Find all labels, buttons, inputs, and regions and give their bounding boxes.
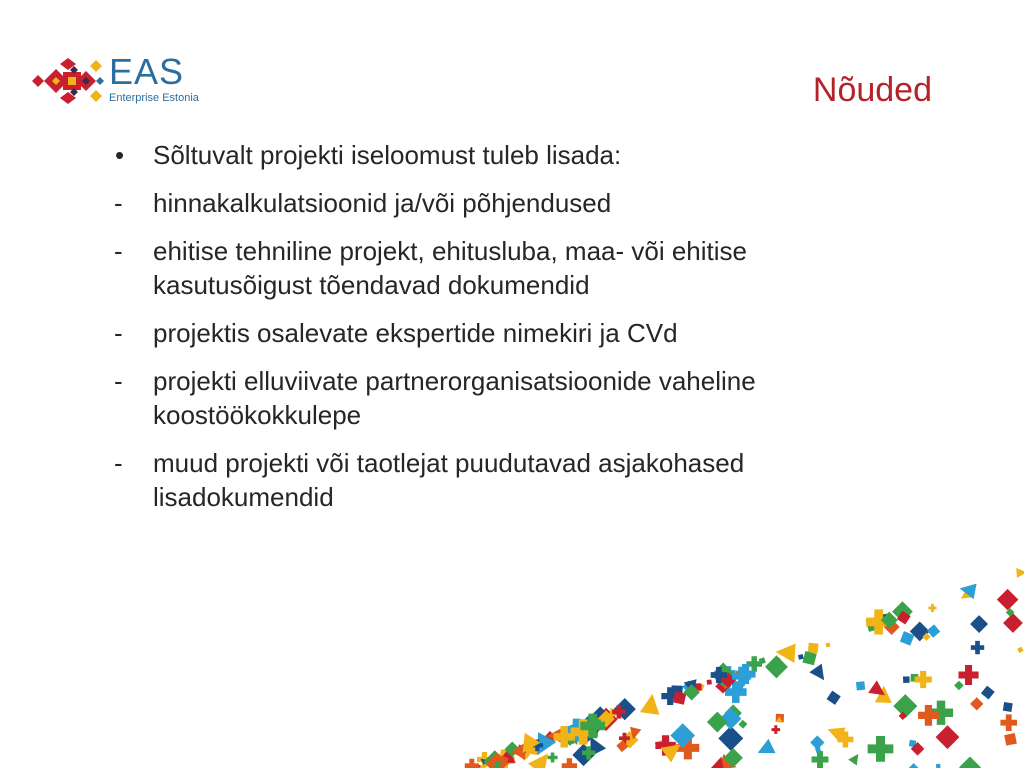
decor-shape (815, 747, 821, 753)
decor-shape (470, 763, 481, 768)
decor-shape (494, 748, 516, 768)
decor-shape (612, 705, 625, 718)
decor-shape (545, 735, 554, 744)
decor-shape (711, 663, 735, 687)
decor-shape (504, 742, 520, 758)
decor-shape (893, 694, 917, 718)
decor-shape (1003, 702, 1013, 712)
decor-shape (879, 611, 889, 621)
decor-shape (936, 725, 960, 749)
requirements-list (112, 138, 802, 528)
decor-shape (674, 691, 681, 698)
logo-subtitle: Enterprise Estonia (109, 92, 199, 104)
decor-shape (724, 704, 741, 721)
decor-shape (707, 679, 712, 684)
decor-shape (477, 752, 492, 767)
decor-shape (499, 756, 509, 766)
decor-shape (775, 642, 796, 663)
decor-shape (531, 740, 543, 752)
decor-shape (723, 666, 735, 678)
decor-shape (520, 749, 526, 755)
decor-shape (866, 617, 881, 632)
decor-shape (802, 651, 816, 665)
decor-shape (682, 681, 695, 694)
decor-shape (837, 731, 853, 747)
decor-shape (597, 710, 614, 727)
decor-shape (735, 669, 745, 679)
decor-shape (483, 750, 506, 768)
decor-shape (868, 680, 889, 701)
decor-shape (519, 749, 530, 760)
decor-shape (959, 756, 981, 768)
dash-marker: - (114, 318, 123, 348)
decor-shape (922, 633, 930, 641)
decor-shape (654, 740, 666, 752)
decor-shape (736, 664, 756, 684)
decor-shape (884, 619, 900, 635)
decor-shape (866, 609, 891, 634)
decor-shape (810, 735, 824, 749)
decor-shape (981, 686, 995, 700)
decor-shape (738, 720, 747, 729)
decor-shape (591, 710, 613, 732)
decor-shape (601, 721, 609, 729)
decor-shape (737, 683, 744, 690)
decor-shape (720, 672, 736, 688)
decor-shape (711, 667, 727, 683)
decor-shape (775, 657, 781, 663)
decor-shape (583, 733, 606, 756)
decor-shape (571, 719, 596, 744)
decor-shape (718, 726, 743, 751)
decor-shape (494, 750, 515, 768)
decor-shape (718, 754, 739, 768)
logo-name: EAS (109, 51, 185, 92)
decor-shape (673, 691, 686, 704)
decor-shape (676, 736, 699, 759)
decor-shape (957, 587, 974, 604)
decor-shape (696, 683, 704, 691)
list-item (112, 364, 802, 432)
list-item-text: muud projekti või taotlejat puudutavad asjakohased lisadokumendid (153, 448, 745, 512)
decor-shape (911, 674, 919, 682)
list-item-text: ehitise tehniline projekt, ehitusluba, maa- või ehitise kasutusõigust tõendavad dokumendid (153, 236, 748, 300)
decor-shape (655, 735, 675, 755)
decor-shape (488, 755, 497, 764)
decor-shape (572, 744, 594, 766)
decor-shape (465, 759, 479, 768)
decor-shape (533, 757, 546, 768)
decor-shape (522, 741, 534, 753)
decor-shape (486, 752, 509, 768)
decor-shape (910, 621, 930, 641)
decor-shape (583, 721, 598, 736)
decor-shape (575, 717, 600, 742)
decor-shape (660, 737, 685, 762)
decor-shape (971, 641, 984, 654)
decor-shape (827, 691, 841, 705)
decor-shape (776, 714, 784, 722)
decor-shape (694, 683, 701, 690)
decor-shape (528, 748, 556, 768)
decor-shape (900, 631, 915, 646)
decor-shape (723, 684, 729, 690)
list-item-text: hinnakalkulatsioonid ja/või põhjendused (153, 188, 612, 218)
decor-shape (720, 708, 742, 730)
decor-shape (911, 742, 925, 756)
decor-shape (875, 685, 893, 703)
decor-shape (776, 716, 785, 725)
decor-shape (848, 751, 862, 765)
decor-shape (493, 754, 509, 768)
decor-shape (523, 743, 539, 759)
decor-shape (594, 708, 617, 731)
decor-shape (627, 727, 641, 741)
decor-shape (897, 611, 911, 625)
decor-shape (494, 761, 501, 768)
decor-shape (640, 692, 662, 714)
decor-shape (564, 733, 577, 746)
decor-shape (562, 758, 577, 768)
decor-shape (928, 604, 936, 612)
decor-shape (513, 748, 522, 757)
decor-shape (808, 643, 819, 654)
decor-shape (1003, 613, 1023, 633)
dash-marker: - (114, 188, 123, 218)
dash-marker: - (114, 448, 123, 478)
decor-shape (511, 738, 532, 759)
decor-shape (1017, 647, 1024, 654)
decor-shape (580, 721, 590, 731)
list-item (112, 186, 802, 220)
decor-shape (589, 706, 612, 729)
decor-shape (825, 643, 830, 648)
decor-shape (958, 581, 977, 600)
decor-shape (709, 754, 729, 768)
decor-shape (544, 731, 556, 743)
list-item (112, 234, 802, 302)
decor-shape (856, 681, 865, 690)
decor-shape (580, 714, 605, 739)
decor-shape (929, 701, 953, 725)
decor-shape (918, 705, 939, 726)
decor-shape (732, 667, 751, 686)
decor-shape (575, 726, 586, 737)
decor-shape (610, 707, 619, 716)
decor-shape (528, 732, 556, 760)
decor-shape (798, 654, 804, 660)
decor-shape (868, 736, 894, 762)
decor-shape (587, 726, 595, 734)
decor-shape (516, 744, 524, 752)
list-item-text: projekti elluviivate partnerorganisatsioonide vaheline koostöökokkulepe (153, 366, 756, 430)
decor-shape (565, 719, 588, 742)
decor-shape (619, 733, 630, 744)
decor-shape (614, 698, 636, 720)
decor-shape (723, 748, 742, 767)
list-item-text: Sõltuvalt projekti iseloomust tuleb lisada: (153, 140, 622, 170)
decor-shape (959, 665, 979, 685)
decor-shape (671, 685, 683, 697)
decor-shape (707, 712, 728, 733)
dash-marker: - (114, 366, 123, 396)
decor-shape (478, 764, 487, 768)
decor-shape (892, 601, 913, 622)
list-item (112, 316, 802, 350)
eas-logo (30, 51, 220, 110)
decor-shape (1004, 733, 1017, 746)
decor-shape (915, 671, 932, 688)
decor-shape (903, 676, 910, 683)
decor-shape (565, 729, 579, 743)
decor-shape (746, 656, 762, 672)
bullet-marker: • (115, 140, 125, 170)
decor-shape (590, 716, 601, 727)
eas-logo-icon (30, 56, 106, 106)
decor-shape (670, 723, 695, 748)
decor-shape (954, 681, 964, 691)
decor-shape (721, 682, 731, 692)
decor-shape (661, 687, 679, 705)
decor-shape (529, 741, 541, 753)
decor-shape (1016, 567, 1024, 578)
decor-shape (809, 664, 830, 685)
decor-shape (684, 679, 700, 695)
list-item-text: projektis osalevate ekspertide nimekiri ja CVd (153, 318, 678, 348)
decor-shape (771, 655, 784, 668)
decor-shape (582, 746, 595, 759)
decor-shape (997, 589, 1019, 611)
decor-shape (554, 726, 575, 747)
decor-shape (582, 727, 587, 732)
list-item (112, 138, 802, 172)
slide-title: Nõuded (812, 71, 932, 109)
decor-shape (812, 751, 829, 768)
decor-shape (825, 722, 846, 743)
decor-shape (578, 714, 602, 738)
decor-shape (479, 756, 488, 765)
decor-shape (583, 714, 606, 737)
decor-shape (970, 615, 988, 633)
decor-shape (560, 722, 587, 749)
decor-shape (609, 708, 621, 720)
decor-shape (754, 739, 775, 760)
decor-shape (515, 733, 540, 758)
decor-shape (1000, 714, 1017, 731)
decor-shape (881, 612, 898, 629)
decor-shape (547, 726, 566, 745)
decor-shape (927, 624, 940, 637)
decor-shape (765, 655, 788, 678)
decor-shape (909, 740, 916, 747)
decor-shape (621, 731, 638, 748)
decor-shape (725, 681, 747, 703)
decor-shape (759, 657, 766, 664)
decor-shape (970, 697, 983, 710)
decor-shape (936, 764, 941, 768)
decor-shape (899, 712, 907, 720)
decor-shape (772, 725, 781, 734)
decor-shape (683, 684, 700, 701)
decor-shape (739, 666, 754, 681)
decor-shape (715, 679, 730, 694)
list-item (112, 446, 802, 514)
decor-shape (616, 740, 628, 752)
decor-shape (487, 756, 497, 766)
decor-shape (1006, 608, 1015, 617)
decor-shape (909, 763, 919, 768)
decor-shape (548, 752, 558, 762)
dash-marker: - (114, 236, 123, 266)
